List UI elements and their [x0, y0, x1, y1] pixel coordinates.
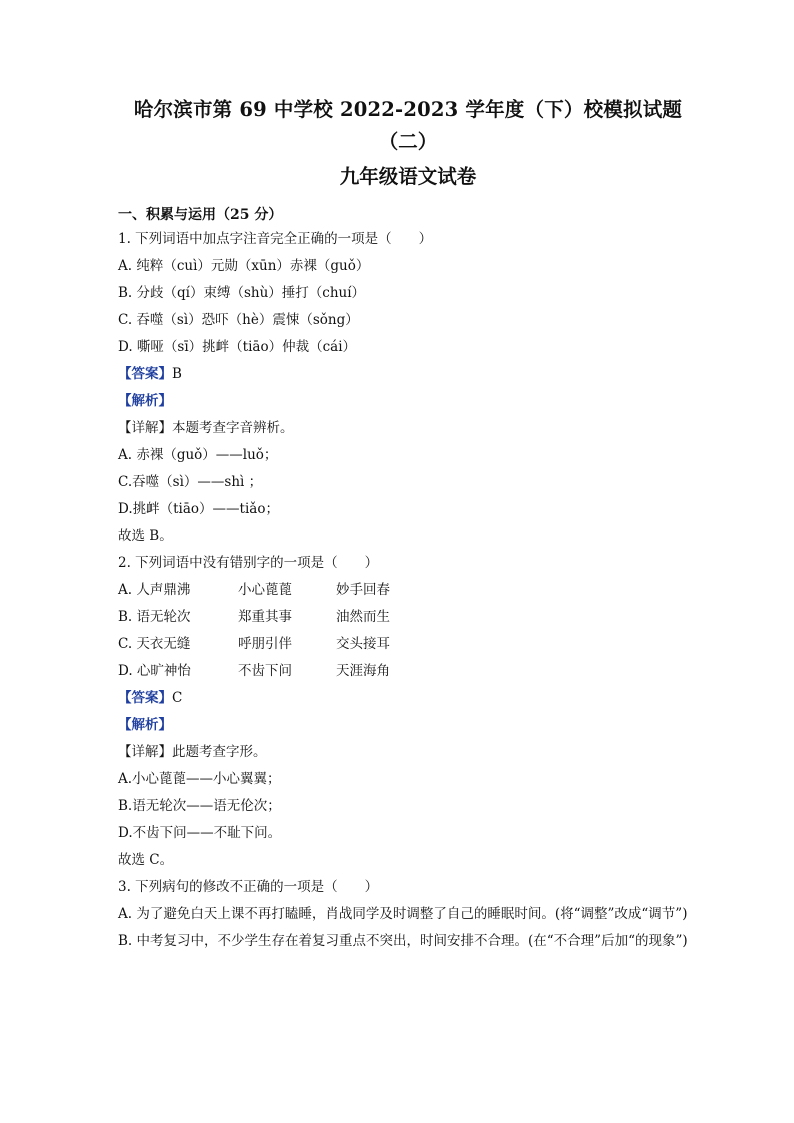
conclusion-line: 故选 B。	[118, 528, 173, 544]
option-word: 妙手回春	[336, 582, 390, 598]
conclusion-line: 故选 C。	[118, 852, 174, 868]
option-a: A. 纯粹（cuì）元勋（xūn）赤裸（guǒ）	[118, 258, 370, 274]
option-word: D. 心旷神怡	[118, 663, 191, 679]
note-line: B.语无轮次——语无伦次；	[118, 798, 281, 814]
question-2	[118, 550, 698, 874]
question-3	[118, 874, 698, 955]
option-b: B. 中考复习中，不少学生存在着复习重点不突出，时间安排不合理。(在“不合理”后加“的现象”)	[118, 933, 688, 949]
option-a: A. 为了避免白天上课不再打瞌睡，肖战同学及时调整了自己的睡眠时间。(将“调整”改成“调节”)	[118, 906, 688, 922]
answer-value: B	[172, 366, 182, 382]
detail-text: 此题考查字形。	[172, 744, 267, 760]
answer-value: C	[172, 690, 183, 706]
option-a	[118, 577, 698, 604]
option-word: C. 天衣无缝	[118, 636, 191, 652]
option-d: D. 嘶哑（sī）挑衅（tiāo）仲裁（cái）	[118, 339, 357, 355]
option-word: A. 人声鼎沸	[118, 582, 191, 598]
option-word: 郑重其事	[238, 609, 292, 625]
option-word: B. 语无轮次	[118, 609, 191, 625]
section-heading: 一、积累与运用（25 分）	[118, 207, 283, 223]
option-word: 不齿下问	[238, 663, 292, 679]
analysis-tag: 【解析】	[118, 393, 172, 409]
option-c	[118, 631, 698, 658]
title-block	[118, 0, 698, 194]
detail-tag: 【详解】	[118, 420, 172, 436]
analysis-tag: 【解析】	[118, 717, 172, 733]
option-word: 天涯海角	[336, 663, 390, 679]
note-line: D.不齿下问——不耻下问。	[118, 825, 282, 841]
option-word: 小心蓖蓖	[238, 582, 292, 598]
option-word: 交头接耳	[336, 636, 390, 652]
note-line: A.小心蓖蓖——小心翼翼；	[118, 771, 281, 787]
analysis-line	[118, 712, 698, 739]
question-1	[118, 226, 698, 550]
detail-text: 本题考查字音辨析。	[172, 420, 294, 436]
option-word: 油然而生	[336, 609, 390, 625]
question-stem: 3. 下列病句的修改不正确的一项是（ ）	[118, 879, 379, 895]
question-stem: 1. 下列词语中加点字注音完全正确的一项是（ ）	[118, 231, 433, 247]
option-c: C. 吞噬（sì）恐吓（hè）震悚（sǒng）	[118, 312, 359, 328]
option-b: B. 分歧（qí）束缚（shù）捶打（chuí）	[118, 285, 366, 301]
exam-subtitle: 九年级语文试卷	[339, 165, 477, 188]
answer-line	[118, 685, 698, 712]
detail-line	[118, 415, 698, 442]
question-stem: 2. 下列词语中没有错别字的一项是（ ）	[118, 555, 379, 571]
exam-title-sub: （二）	[378, 130, 438, 153]
exam-title: 哈尔滨市第 69 中学校 2022-2023 学年度（下）校模拟试题	[133, 98, 683, 121]
detail-tag: 【详解】	[118, 744, 172, 760]
answer-line	[118, 361, 698, 388]
answer-tag: 【答案】	[118, 366, 172, 382]
answer-tag: 【答案】	[118, 690, 172, 706]
analysis-line	[118, 388, 698, 415]
detail-line	[118, 739, 698, 766]
option-b	[118, 604, 698, 631]
option-word: 呼朋引伴	[238, 636, 292, 652]
note-line: D.挑衅（tiāo）——tiǎo；	[118, 501, 279, 517]
note-line: A. 赤裸（guǒ）——luǒ；	[118, 447, 278, 463]
note-line: C.吞噬（sì）——shì ；	[118, 474, 263, 490]
option-d	[118, 658, 698, 685]
